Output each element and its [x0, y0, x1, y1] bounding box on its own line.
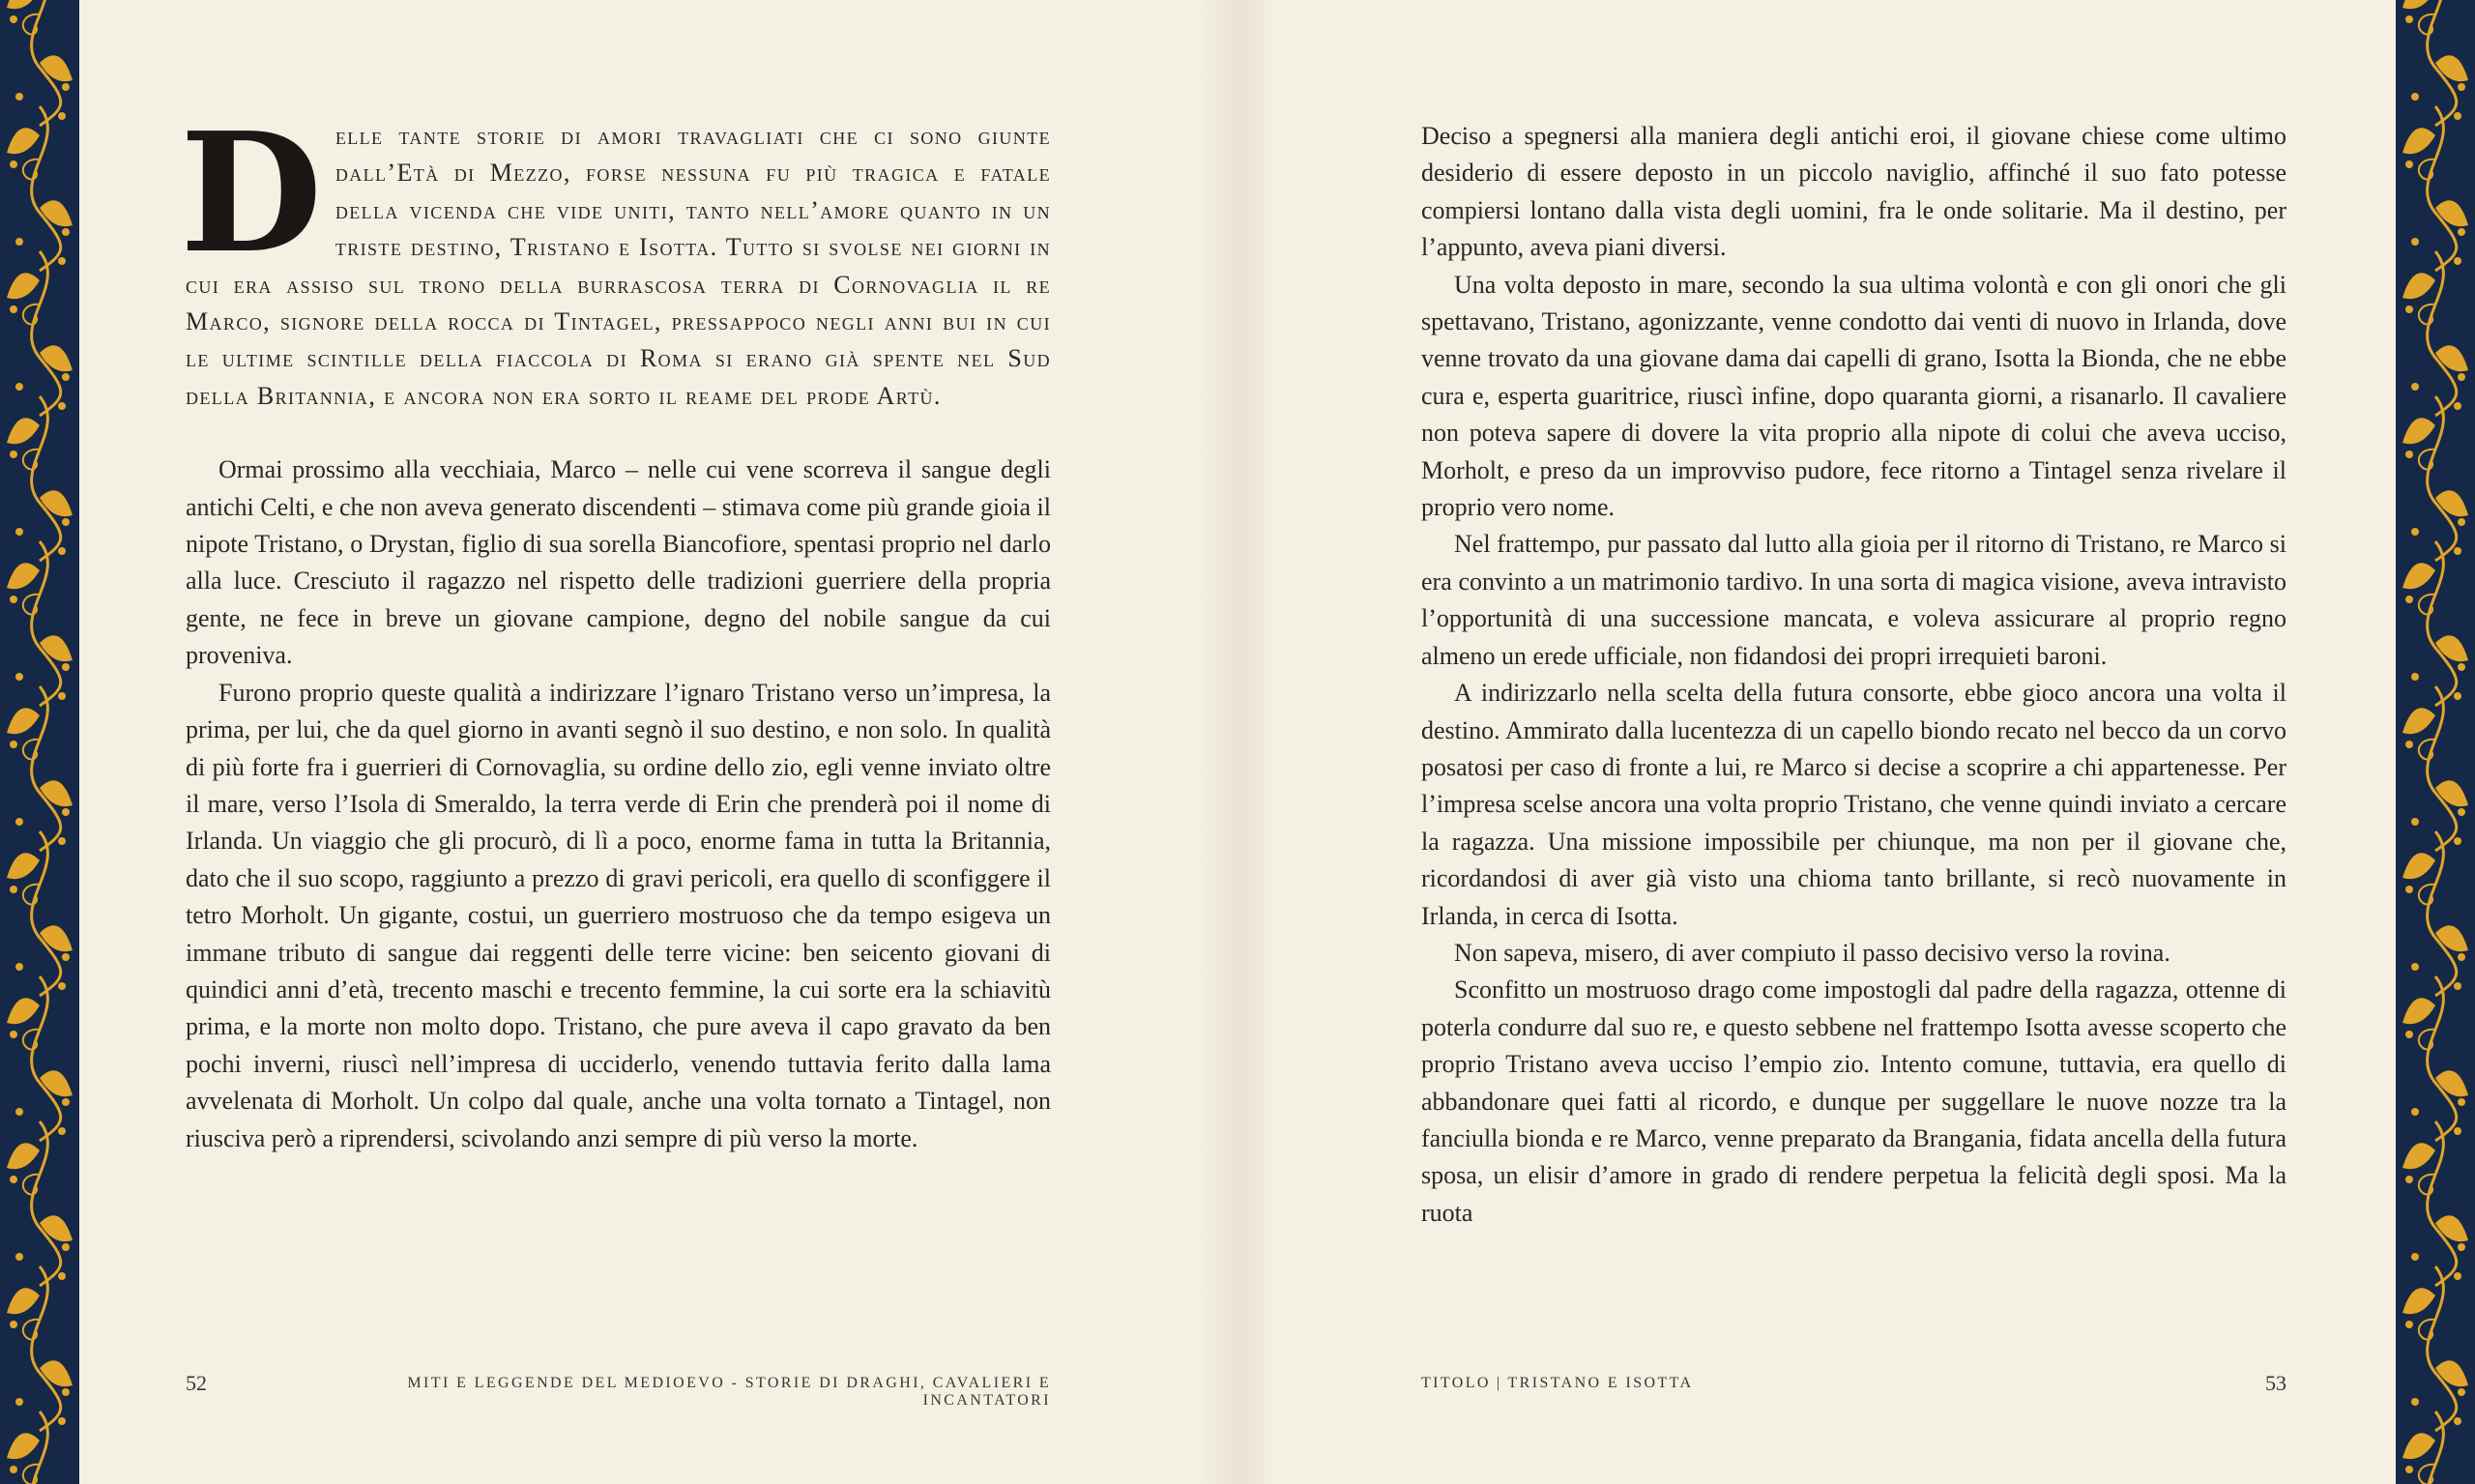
- running-head-separator: |: [1496, 1375, 1502, 1391]
- paragraph: Nel frattempo, pur passato dal lutto alla gioia per il ritorno di Tristano, re Marco si era convinto a un matrimonio tardivo. In una sorta di magica visione, aveva intravisto l’opportunità di una successione mancata, e voleva assicurare al proprio regno almeno un erede ufficiale, non fidandosi dei propri irrequieti baroni.: [1421, 530, 2286, 670]
- opening-text: elle tante storie di amori travagliati che ci sono giunte dall’Età di Mezzo, forse nessuna fu più tragica e fatale della vicenda che vide uniti, tanto nell’amore quanto in un triste destino, Tristano e Isotta. Tutto si svolse nei giorni in cui era assiso sul trono della burrascosa terra di Cornovaglia il re Marco, signore della rocca di Tintagel, pressappoco negli anni bui in cui le ultime scintille della fiaccola di Roma si erano già spente nel Sud della Britannia, e ancora non era sorto il reame del prode Artù.: [186, 122, 1051, 410]
- running-head-label: TITOLO: [1421, 1375, 1491, 1391]
- right-ornamental-border: [2396, 0, 2475, 1484]
- paragraph: Non sapeva, misero, di aver compiuto il passo decisivo verso la rovina.: [1454, 938, 2170, 967]
- opening-paragraph: [180, 97, 1051, 415]
- page-number-left: 52: [186, 1371, 207, 1395]
- paragraph: Furono proprio queste qualità a indirizzare l’ignaro Tristano verso un’impresa, la prima, per lui, che da quel giorno in avanti segnò il suo destino, e non solo. In qualità di più forte fra i guerrieri di Cornovaglia, su ordine dello zio, egli venne inviato oltre il mare, verso l’Isola di Smeraldo, la terra verde di Erin che prenderà poi il nome di Irlanda. Un viaggio che gli procurò, di lì a poco, enorme fama in tutta la Britannia, dato che il suo scopo, raggiunto a prezzo di gravi pericoli, era quello di sconfiggere il tetro Morholt. Un gigante, costui, un guerriero mostruoso che da tempo esigeva un immane tributo di sangue dai reggenti delle terre vicine: ben seicento giovani di quindici anni d’età, trecento maschi e trecento femmine, la cui sorte era la schiavitù prima, e la morte non molto dopo. Tristano, che pure aveva il capo gravato da ben pochi inverni, riuscì nell’impresa di ucciderlo, venendo tuttavia ferito dalla lama avvelenata di Morholt. Un colpo dal quale, anche una volta tornato a Tintagel, non riusciva però a riprendersi, scivolando anzi sempre di più verso la morte.: [186, 678, 1051, 1152]
- right-vine-ornament: [2396, 0, 2475, 1484]
- paragraph: Una volta deposto in mare, secondo la sua ultima volontà e con gli onori che gli spettavano, Tristano, agonizzante, venne condotto dai venti di nuovo in Irlanda, dove venne trovato da una giovane dama dai capelli di grano, Isotta la Bionda, che ne ebbe cura e, esperta guaritrice, riuscì infine, dopo quaranta giorni, a risanarlo. Il cavaliere non poteva sapere di dovere la vita proprio alla nipote di colui che aveva ucciso, Morholt, e preso da un improvviso pudore, fece ritorno a Tintagel senza rivelare il proprio vero nome.: [1421, 270, 2286, 522]
- paragraph: Sconfitto un mostruoso drago come impostogli dal padre della ragazza, ottenne di poterla condurre dal suo re, e questo sebbene nel frattempo Isotta avesse scoperto che proprio Tristano aveva ucciso l’empio zio. Intento comune, tuttavia, era quello di abbandonare quei fatti al ricordo, e dunque per suggellare le nuove nozze tra la fanciulla bionda e re Marco, venne preparato da Brangania, fidata ancella della futura sposa, un elisir d’amore in grado di rendere perpetua la felicità degli sposi. Ma la ruota: [1421, 975, 2286, 1227]
- drop-cap: D: [180, 97, 324, 290]
- left-ornamental-border: [0, 0, 79, 1484]
- paragraph: Deciso a spegnersi alla maniera degli antichi eroi, il giovane chiese come ultimo desiderio di essere deposto in un piccolo naviglio, affinché il suo fato potesse compiersi lontano dalla vista degli uomini, fra le onde solitarie. Ma il destino, per l’appunto, aveva piani diversi.: [1421, 122, 2286, 262]
- running-head-left: MITI E LEGGENDE DEL MEDIOEVO - STORIE DI DRAGHI, CAVALIERI E INCANTATORI: [407, 1375, 1051, 1409]
- paragraph: Ormai prossimo alla vecchiaia, Marco – nelle cui vene scorreva il sangue degli antichi Celti, e che non aveva generato discendenti – stimava come più grande gioia il nipote Tristano, o Drystan, figlio di sua sorella Biancofiore, spentasi proprio nel darlo alla luce. Cresciuto il ragazzo nel rispetto delle tradizioni guerriere della propria gente, ne fece in breve un giovane campione, degno del nobile sangue da cui proveniva.: [186, 455, 1051, 670]
- left-vine-ornament: [0, 0, 79, 1484]
- right-text-column: [1421, 118, 2286, 1232]
- running-head-right: [1421, 1375, 1694, 1392]
- running-head-chapter: TRISTANO E ISOTTA: [1507, 1375, 1694, 1391]
- paragraph: A indirizzarlo nella scelta della futura consorte, ebbe gioco ancora una volta il destino. Ammirato dalla lucentezza di un capello biondo recato nel becco da un corvo posatosi per caso di fronte a lui, re Marco si decise a scoprire a chi appartenesse. Per l’impresa scelse ancora una volta proprio Tristano, che venne quindi inviato a cercare la ragazza. Una missione impossibile per chiunque, ma non per il giovane che, ricordandosi di aver già visto una chioma tanto brillante, si recò nuovamente in Irlanda, in cerca di Isotta.: [1421, 679, 2286, 930]
- left-text-column: [180, 97, 1051, 1157]
- left-page: [79, 0, 1238, 1484]
- right-page: [1238, 0, 2396, 1484]
- page-number-right: 53: [2265, 1371, 2286, 1395]
